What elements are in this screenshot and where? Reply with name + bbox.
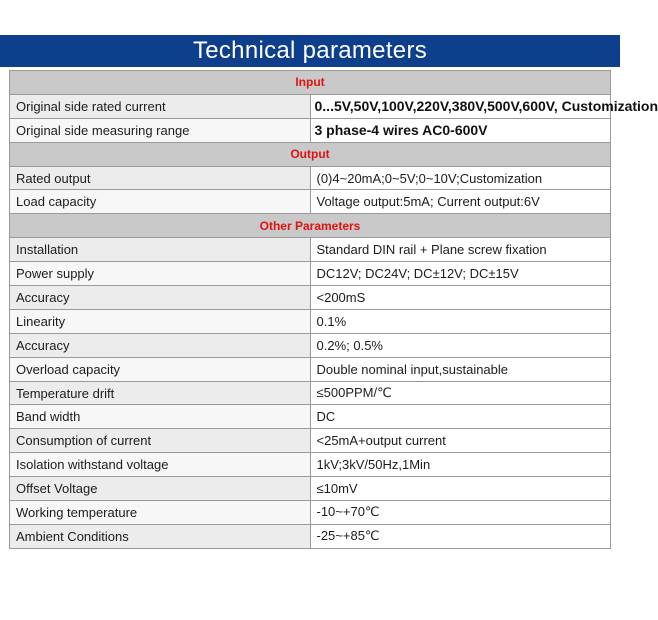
table-row — [10, 453, 611, 477]
row-value: Double nominal input,sustainable — [310, 357, 611, 381]
table-row — [10, 501, 611, 525]
row-label: Isolation withstand voltage — [10, 453, 311, 477]
row-value: DC12V; DC24V; DC±12V; DC±15V — [310, 262, 611, 286]
parameters-table — [9, 70, 658, 549]
section-header-other-parameters — [10, 214, 611, 238]
table-row — [10, 238, 611, 262]
row-label: Ambient Conditions — [10, 524, 311, 548]
row-value: DC — [310, 405, 611, 429]
table-row — [10, 381, 611, 405]
row-value: <25mA+output current — [310, 429, 611, 453]
table-row — [10, 524, 611, 548]
row-value: 0.2%; 0.5% — [310, 333, 611, 357]
row-value: ≤10mV — [310, 477, 611, 501]
row-label: Accuracy — [10, 333, 311, 357]
section-title: Output — [10, 142, 611, 166]
row-label: Installation — [10, 238, 311, 262]
page-title: Technical parameters — [192, 37, 428, 64]
row-value: (0)4~20mA;0~5V;0~10V;Customization — [310, 166, 611, 190]
row-label: Overload capacity — [10, 357, 311, 381]
row-value: Voltage output:5mA; Current output:6V — [310, 190, 611, 214]
row-value: 0.1% — [310, 309, 611, 333]
row-value: <200mS — [310, 286, 611, 310]
row-label: Linearity — [10, 309, 311, 333]
row-label: Original side measuring range — [10, 118, 311, 142]
section-header-input — [10, 71, 611, 95]
table-row — [10, 477, 611, 501]
table-row — [10, 309, 611, 333]
table-row — [10, 357, 611, 381]
row-label: Working temperature — [10, 501, 311, 525]
row-value: -10~+70℃ — [310, 501, 611, 525]
row-label: Power supply — [10, 262, 311, 286]
row-label: Original side rated current — [10, 94, 311, 118]
row-label: Consumption of current — [10, 429, 311, 453]
row-value: 3 phase-4 wires AC0-600V — [310, 118, 611, 142]
row-label: Offset Voltage — [10, 477, 311, 501]
row-label: Rated output — [10, 166, 311, 190]
row-label: Accuracy — [10, 286, 311, 310]
table-row — [10, 190, 611, 214]
table-row — [10, 333, 611, 357]
section-title: Other Parameters — [10, 214, 611, 238]
row-label: Temperature drift — [10, 381, 311, 405]
table-row — [10, 166, 611, 190]
table-row — [10, 94, 611, 118]
section-header-output — [10, 142, 611, 166]
title-banner — [0, 35, 620, 67]
row-value: ≤500PPM/℃ — [310, 381, 611, 405]
table-row — [10, 262, 611, 286]
row-value: 0...5V,50V,100V,220V,380V,500V,600V, Customization — [310, 94, 611, 118]
row-label: Band width — [10, 405, 311, 429]
table-row — [10, 286, 611, 310]
section-title: Input — [10, 71, 611, 95]
row-value: Standard DIN rail + Plane screw fixation — [310, 238, 611, 262]
table-row — [10, 118, 611, 142]
row-label: Load capacity — [10, 190, 311, 214]
row-value: -25~+85℃ — [310, 524, 611, 548]
row-value: 1kV;3kV/50Hz,1Min — [310, 453, 611, 477]
table-row — [10, 405, 611, 429]
table-row — [10, 429, 611, 453]
